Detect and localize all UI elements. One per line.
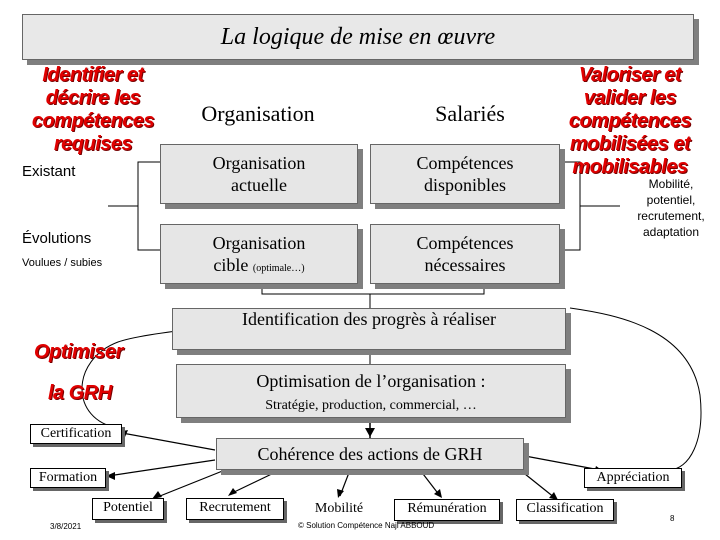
mobilite-note-line-2: potentiel, xyxy=(646,193,696,207)
identification-box xyxy=(172,308,566,350)
comp-necessaires-box xyxy=(370,224,560,284)
org-cible-note: (optimale…) xyxy=(252,263,305,274)
formation-box: Formation xyxy=(30,468,106,488)
org-actuelle-line-2: actuelle xyxy=(231,175,287,195)
footer-page-number: 8 xyxy=(670,514,675,523)
coherence-box xyxy=(216,438,524,470)
footer-date: 3/8/2021 xyxy=(50,522,82,531)
comp-necessaires-line-2: nécessaires xyxy=(424,255,506,275)
identifier-line-3: compétences xyxy=(31,110,155,132)
comp-disponibles-box xyxy=(370,144,560,204)
grh-label: la GRH xyxy=(48,382,112,404)
classification-box: Classification xyxy=(516,499,614,521)
coherence-text: Cohérence des actions de GRH xyxy=(257,444,483,464)
valoriser-line-1: Valoriser et xyxy=(578,64,682,86)
footer-copyright: © Solution Compétence Naji ABBOUD xyxy=(298,521,435,530)
title-box xyxy=(22,14,694,60)
identification-text: Identification des progrès à réaliser xyxy=(242,309,496,329)
potentiel-box: Potentiel xyxy=(92,498,164,520)
identifier-line-4: requises xyxy=(53,133,133,155)
org-cible-line-1: Organisation xyxy=(212,233,306,253)
optimiser-label xyxy=(34,340,123,364)
mobilite-box: Mobilité xyxy=(300,499,378,521)
appreciation-box: Appréciation xyxy=(584,468,682,488)
valoriser-line-5: mobilisables xyxy=(572,156,688,178)
mobilite-note-line-3: recrutement, xyxy=(637,209,705,223)
page-title: La logique de mise en œuvre xyxy=(220,24,496,50)
valoriser-line-2: valider les xyxy=(583,87,677,109)
org-actuelle-line-1: Organisation xyxy=(212,153,306,173)
mobilite-note-line-1: Mobilité, xyxy=(648,177,694,191)
comp-disponibles-line-1: Compétences xyxy=(416,153,514,173)
org-cible-box xyxy=(160,224,358,284)
optimisation-box xyxy=(176,364,566,418)
organisation-header: Organisation xyxy=(201,101,315,126)
voulues-label: Voulues / subies xyxy=(22,257,103,269)
org-cible-line-2 xyxy=(161,254,357,280)
existant-label: Existant xyxy=(22,163,76,180)
identifier-line-2: décrire les xyxy=(45,87,141,109)
remuneration-box: Rémunération xyxy=(394,499,500,521)
valoriser-line-4: mobilisées et xyxy=(569,133,691,155)
org-actuelle-box xyxy=(160,144,358,204)
mobilite-note xyxy=(626,176,716,240)
evolutions-label: Évolutions xyxy=(22,230,92,247)
optimiser-line-1: Optimiser xyxy=(34,341,123,363)
valoriser-label xyxy=(560,64,700,179)
mobilite-note-line-4: adaptation xyxy=(642,225,700,239)
org-cible-word: cible xyxy=(213,255,249,275)
optimisation-title: Optimisation de l’organisation : xyxy=(256,371,486,391)
identifier-label xyxy=(18,64,168,156)
certification-box: Certification xyxy=(30,424,122,444)
salaries-header: Salariés xyxy=(435,101,505,126)
comp-necessaires-line-1: Compétences xyxy=(416,233,514,253)
recrutement-box: Recrutement xyxy=(186,498,284,520)
optimisation-sub: Stratégie, production, commercial, … xyxy=(265,398,477,413)
identifier-line-1: Identifier et xyxy=(42,64,144,86)
comp-disponibles-line-2: disponibles xyxy=(423,175,506,195)
valoriser-line-3: compétences xyxy=(568,110,692,132)
